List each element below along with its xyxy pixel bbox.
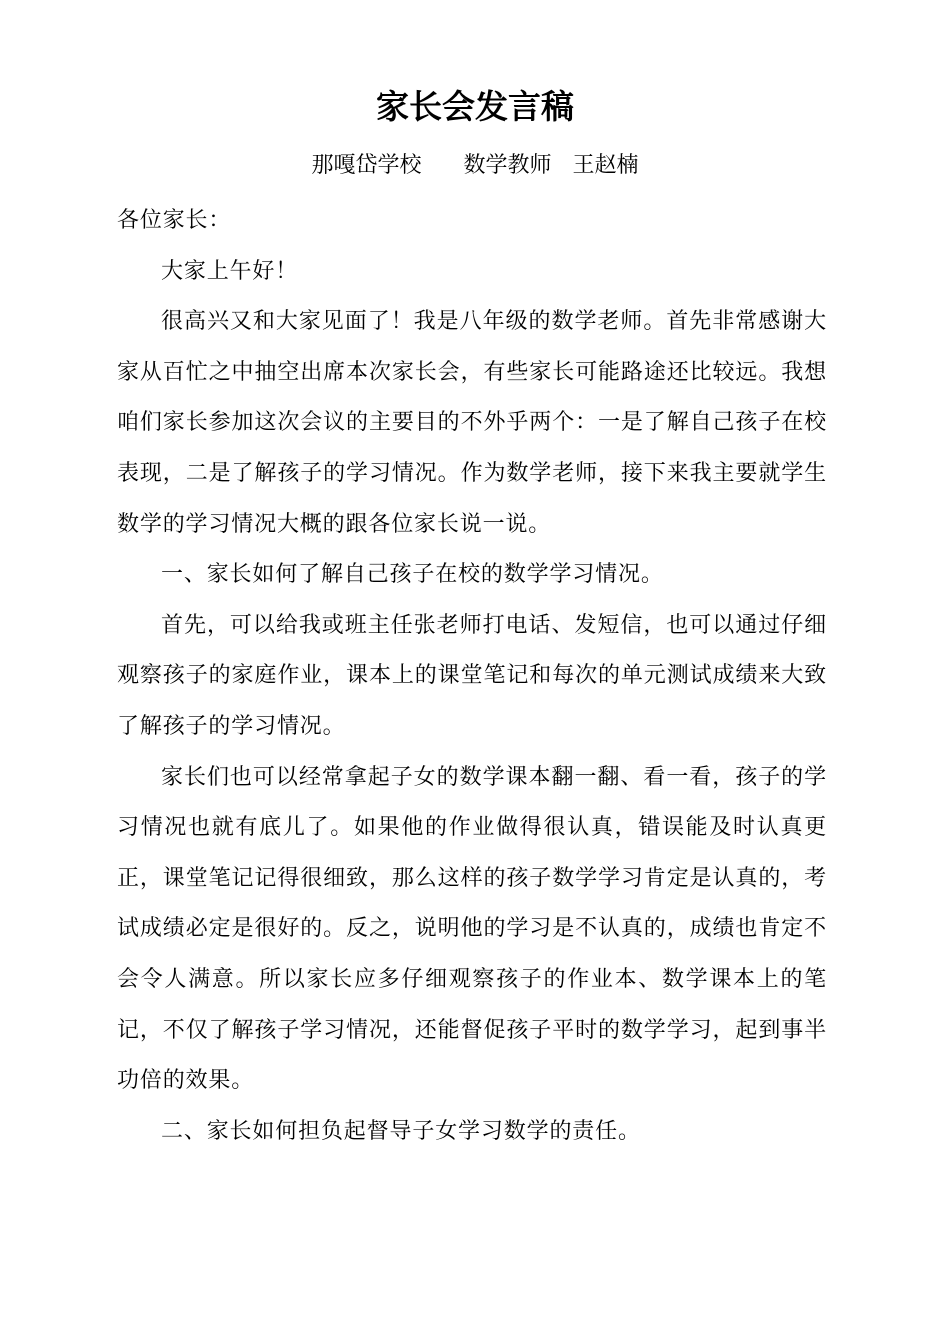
byline-name: 王赵楠 <box>572 153 639 178</box>
greeting-paragraph: 大家上午好！ <box>161 258 299 284</box>
body-paragraph: 首先，可以给我或班主任张老师打电话、发短信，也可以通过仔细观察孩子的家庭作业，课本上的课堂笔记和每次的单元测试成绩来大致了解孩子的学习情况。 <box>117 612 827 739</box>
byline-school: 那嘎岱学校 <box>311 153 422 178</box>
body-paragraph: 家长们也可以经常拿起子女的数学课本翻一翻、看一看，孩子的学习情况也就有底儿了。如果他的作业做得很认真，错误能及时认真更正，课堂笔记记得很细致，那么这样的孩子数学学习肯定是认真的，考试成绩必定是很好的。反之，说明他的学习是不认真的，成绩也肯定不会令人满意。所以家长应多仔细观察孩子的作业本、数学课本上的笔记，不仅了解孩子学习情况，还能督促孩子平时的数学学习，起到事半功倍的效果。 <box>117 764 827 1094</box>
intro-paragraph: 很高兴又和大家见面了！我是八年级的数学老师。首先非常感谢大家从百忙之中抽空出席本次家长会，有些家长可能路途还比较远。我想咱们家长参加这次会议的主要目的不外乎两个：一是了解自己孩子在校表现，二是了解孩子的学习情况。作为数学老师，接下来我主要就学生数学的学习情况大概的跟各位家长说一说。 <box>117 309 827 537</box>
section-heading-2: 二、家长如何担负起督导子女学习数学的责任。 <box>161 1118 641 1144</box>
section-heading-1: 一、家长如何了解自己孩子在校的数学学习情况。 <box>161 562 664 588</box>
byline-role: 数学教师 <box>463 153 552 178</box>
salutation: 各位家长： <box>117 208 232 233</box>
author-byline <box>0 146 950 186</box>
document-title: 家长会发言稿 <box>376 87 574 126</box>
document-body <box>117 196 827 1157</box>
